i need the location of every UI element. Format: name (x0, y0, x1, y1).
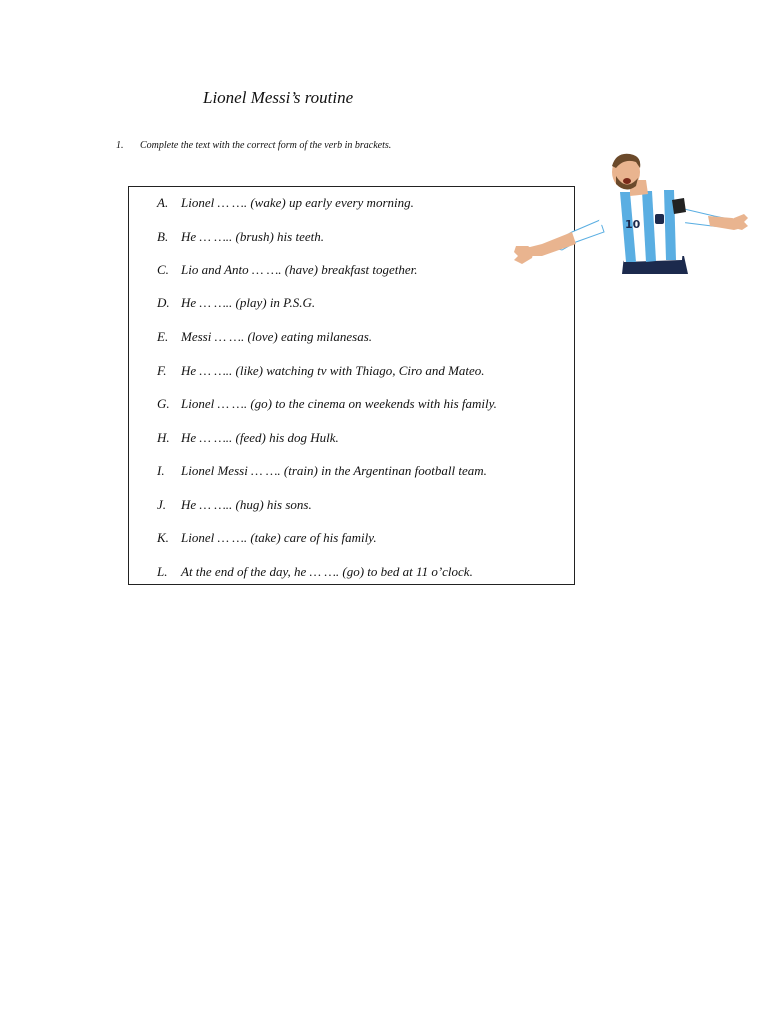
exercise-item (157, 396, 497, 412)
exercise-item (157, 363, 485, 379)
item-letter: E. (157, 329, 169, 344)
exercise-item (157, 262, 418, 278)
item-letter: J. (157, 497, 167, 512)
item-letter: H. (157, 430, 170, 445)
item-letter: F. (157, 363, 167, 378)
exercise-item (157, 430, 339, 446)
item-text: Messi … …. (love) eating milanesas. (181, 329, 373, 344)
exercise-item (157, 497, 312, 513)
item-letter: B. (157, 229, 169, 244)
page-title: Lionel Messi’s routine (203, 88, 354, 107)
captain-armband (672, 198, 686, 214)
shirt-number: 10 (625, 218, 641, 231)
item-text: He … ….. (hug) his sons. (181, 497, 312, 512)
exercise-item (157, 195, 414, 211)
right-hand (734, 214, 748, 230)
item-text: He … ….. (brush) his teeth. (181, 229, 324, 244)
instruction (116, 140, 391, 151)
item-text: Lionel … …. (take) care of his family. (181, 530, 377, 545)
exercise-item (157, 463, 487, 479)
crest-badge (655, 214, 664, 224)
exercise-item (157, 564, 473, 580)
item-text: He … ….. (like) watching tv with Thiago, Ciro and Mateo. (181, 363, 485, 378)
exercise-box (128, 186, 575, 585)
exercise-item (157, 295, 315, 311)
item-letter: A. (157, 195, 169, 210)
instruction-number: 1. (116, 140, 124, 151)
open-mouth (623, 178, 631, 184)
item-text: He … ….. (play) in P.S.G. (181, 295, 316, 310)
item-text: Lionel … …. (wake) up early every morning. (181, 195, 414, 210)
instruction-text: Complete the text with the correct form of the verb in brackets. (140, 140, 392, 151)
item-text: Lio and Anto … …. (have) breakfast together. (181, 262, 418, 277)
item-letter: L. (157, 564, 168, 579)
exercise-item (157, 530, 377, 546)
item-letter: D. (157, 295, 170, 310)
left-hand (514, 246, 534, 264)
item-text: Lionel Messi … …. (train) in the Argentinan football team. (181, 463, 487, 478)
item-text: At the end of the day, he … …. (go) to bed at 11 o’clock. (181, 564, 473, 579)
item-text: He … ….. (feed) his dog Hulk. (181, 430, 339, 445)
item-letter: K. (157, 530, 169, 545)
item-letter: I. (157, 463, 165, 478)
item-text: Lionel … …. (go) to the cinema on weekends with his family. (181, 396, 497, 411)
messi-illustration (512, 152, 748, 276)
exercise-item (157, 329, 372, 345)
exercise-item (157, 229, 324, 245)
item-letter: C. (157, 262, 169, 277)
item-letter: G. (157, 396, 170, 411)
